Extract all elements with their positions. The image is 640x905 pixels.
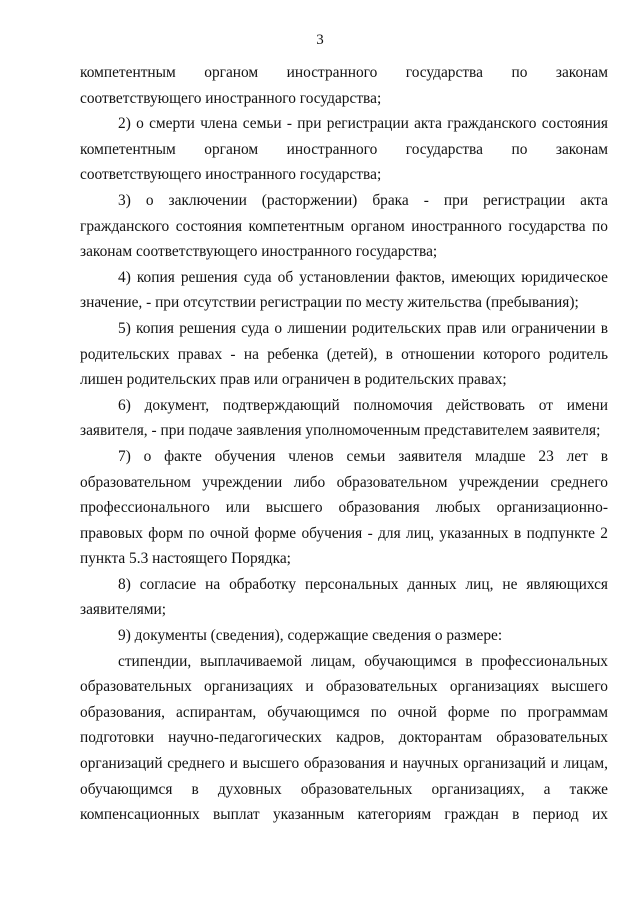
paragraph-item-4: 4) копия решения суда об установлении фактов, имеющих юридическое значение, - при отсутствии регистрации по месту жительства (пребывания); — [80, 268, 608, 312]
paragraph-item-6: 6) документ, подтверждающий полномочия действовать от имени заявителя, - при подаче заявления уполномоченным представителем заявителя; — [80, 396, 608, 440]
paragraph-item-5: 5) копия решения суда о лишении родительских прав или ограничении в родительских правах - на ребенка (детей), в отношении которого родитель лишен родительских прав или ограничен в родительских правах; — [80, 319, 608, 389]
paragraph-continuation: компетентным органом иностранного государства по законам соответствующего иностранного государства; — [80, 64, 608, 107]
paragraph-item-9: 9) документы (сведения), содержащие сведения о размере: — [118, 627, 503, 645]
document-body — [80, 60, 608, 828]
paragraph-item-7: 7) о факте обучения членов семьи заявителя младше 23 лет в образовательном учреждении либо образовательном учреждении среднего профессионального или высшего образования любых организационно-правовых форм по очной форме обучения - для лиц, указанных в подпункте 2 пункта 5.3 настоящего Порядка; — [80, 447, 608, 568]
paragraph-item-8: 8) согласие на обработку персональных данных лиц, не являющихся заявителями; — [80, 575, 608, 619]
paragraph-stipend: стипендии, выплачиваемой лицам, обучающимся в профессиональных образовательных организациях и образовательных организациях высшего образования, аспирантам, обучающимся по очной форме по программам подготовки научно-педагогических кадров, докторантам образовательных организаций среднего и высшего образования и научных организаций и лицам, обучающимся в духовных образовательных организациях, а также компенсационных выплат указанным категориям граждан в период их — [80, 652, 608, 824]
paragraph-item-2: 2) о смерти члена семьи - при регистрации акта гражданского состояния компетентным органом иностранного государства по законам соответствующего иностранного государства; — [80, 115, 608, 184]
page-number: 3 — [316, 32, 324, 48]
paragraph-item-3: 3) о заключении (расторжении) брака - при регистрации акта гражданского состояния компетентным органом иностранного государства по законам соответствующего иностранного государства; — [80, 191, 608, 261]
